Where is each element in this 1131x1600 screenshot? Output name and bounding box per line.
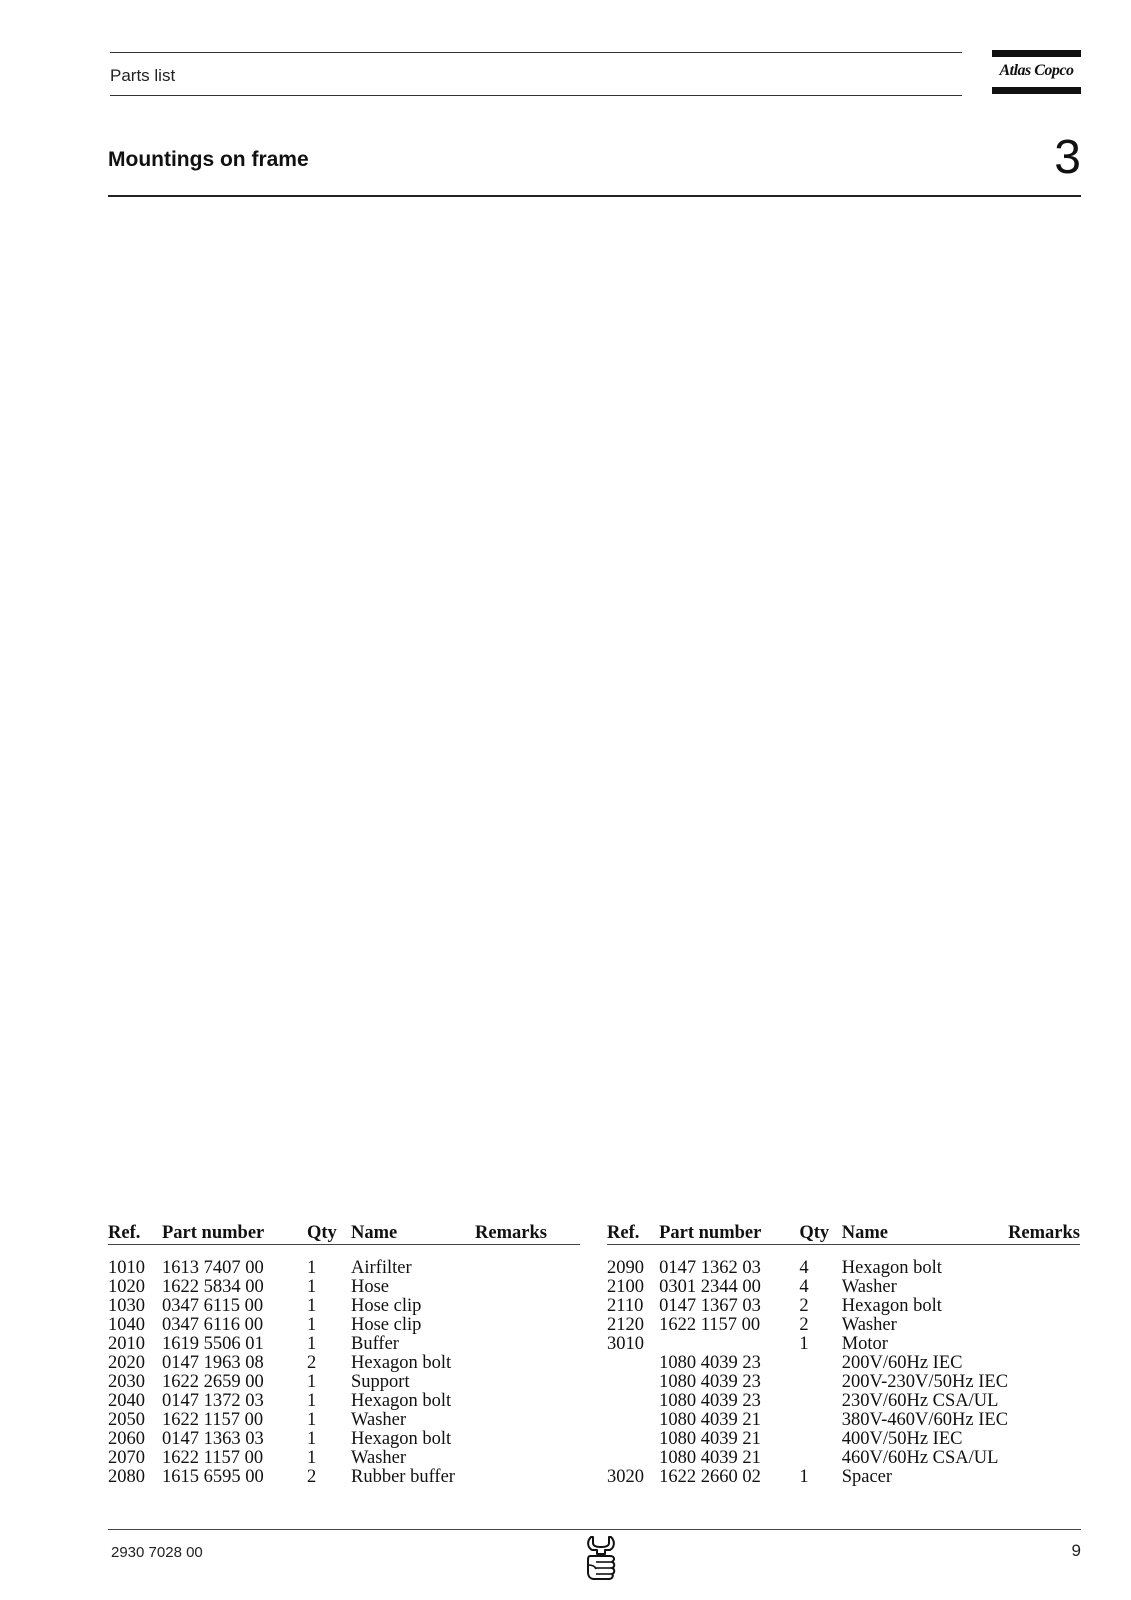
cell-name: Washer <box>841 1315 897 1335</box>
cell-qty <box>799 1354 841 1373</box>
table-body <box>607 1245 1080 1488</box>
column-header-remarks: Remarks <box>475 1223 547 1243</box>
cell-part-number: 1622 2659 00 <box>162 1372 264 1392</box>
column-header-name: Name <box>841 1223 888 1243</box>
cell-ref <box>607 1430 659 1449</box>
cell-ref: 2100 <box>607 1277 644 1297</box>
cell-ref: 2110 <box>607 1296 644 1316</box>
cell-qty <box>799 1411 841 1430</box>
cell-qty: 1 <box>307 1429 317 1449</box>
page-number: 9 <box>1071 1541 1081 1560</box>
column-header-part-number: Part number <box>162 1223 265 1243</box>
section-label: Parts list <box>110 66 176 85</box>
cell-remarks <box>1008 1297 1080 1316</box>
cell-name: Washer <box>841 1277 897 1297</box>
cell-part-number: 1080 4039 23 <box>659 1353 761 1373</box>
cell-part-number: 1080 4039 23 <box>659 1372 761 1392</box>
cell-qty: 1 <box>307 1334 317 1354</box>
cell-part-number: 0147 1367 03 <box>659 1296 761 1316</box>
cell-ref: 1020 <box>108 1277 145 1297</box>
table-row <box>607 1468 1080 1487</box>
cell-name: Washer <box>351 1410 407 1430</box>
logo-bar-top <box>992 50 1081 57</box>
table-row <box>607 1278 1080 1297</box>
cell-qty: 2 <box>307 1467 317 1487</box>
cell-qty: 2 <box>799 1296 809 1316</box>
cell-ref <box>607 1449 659 1468</box>
cell-name: Hose clip <box>351 1296 422 1316</box>
cell-remarks <box>1008 1354 1080 1373</box>
logo-wordmark: Atlas Copco <box>999 62 1074 79</box>
cell-name: Hexagon bolt <box>351 1391 452 1411</box>
cell-name: Motor <box>841 1334 888 1354</box>
table-row <box>108 1335 580 1354</box>
cell-qty <box>799 1430 841 1449</box>
table-row <box>108 1449 580 1468</box>
column-header-qty: Qty <box>799 1223 830 1243</box>
cell-ref: 3010 <box>607 1334 644 1354</box>
cell-ref <box>607 1373 659 1392</box>
cell-part-number: 1619 5506 01 <box>162 1334 264 1354</box>
table-row <box>607 1449 1080 1468</box>
cell-remarks <box>475 1430 580 1449</box>
table-row <box>607 1316 1080 1335</box>
cell-remarks <box>475 1278 580 1297</box>
table-row <box>607 1335 1080 1354</box>
cell-remarks <box>1008 1335 1080 1354</box>
cell-name: 400V/50Hz IEC <box>841 1429 963 1449</box>
table-row <box>108 1411 580 1430</box>
cell-qty <box>799 1392 841 1411</box>
cell-part-number: 1080 4039 21 <box>659 1448 761 1468</box>
cell-ref <box>607 1392 659 1411</box>
cell-ref <box>607 1411 659 1430</box>
title-rule <box>108 195 1081 197</box>
cell-remarks <box>1008 1373 1080 1392</box>
cell-part-number: 1080 4039 23 <box>659 1391 761 1411</box>
service-hand-wrench-icon-graphic <box>583 1535 619 1581</box>
cell-qty: 1 <box>799 1467 809 1487</box>
cell-part-number <box>659 1335 799 1354</box>
cell-name: Buffer <box>351 1334 399 1354</box>
logo-bar-bottom <box>992 87 1081 94</box>
cell-name: 380V-460V/60Hz IEC <box>841 1410 1009 1430</box>
cell-remarks <box>1008 1316 1080 1335</box>
column-header-remarks: Remarks <box>1008 1223 1080 1243</box>
cell-qty: 4 <box>799 1277 809 1297</box>
cell-remarks <box>475 1297 580 1316</box>
table-row <box>108 1259 580 1278</box>
cell-part-number: 0147 1372 03 <box>162 1391 264 1411</box>
cell-name: Spacer <box>841 1467 893 1487</box>
cell-part-number: 0347 6115 00 <box>162 1296 264 1316</box>
footer-rule <box>108 1529 1081 1530</box>
cell-ref: 2060 <box>108 1429 145 1449</box>
header-top-rule <box>110 52 962 53</box>
cell-name: 230V/60Hz CSA/UL <box>841 1391 999 1411</box>
cell-ref: 1030 <box>108 1296 145 1316</box>
table-spacer <box>108 1245 580 1260</box>
cell-remarks <box>1008 1278 1080 1297</box>
cell-part-number: 0301 2344 00 <box>659 1277 761 1297</box>
cell-remarks <box>475 1411 580 1430</box>
cell-remarks <box>475 1354 580 1373</box>
cell-ref: 2050 <box>108 1410 145 1430</box>
table-header-row <box>607 1220 1080 1245</box>
cell-ref: 2070 <box>108 1448 145 1468</box>
table-row <box>607 1297 1080 1316</box>
brand-logo <box>992 50 1081 94</box>
cell-remarks <box>475 1449 580 1468</box>
cell-part-number: 1080 4039 21 <box>659 1429 761 1449</box>
cell-name: Support <box>351 1372 410 1392</box>
cell-qty <box>799 1449 841 1468</box>
column-header-part-number: Part number <box>659 1223 762 1243</box>
service-hand-wrench-icon <box>583 1535 619 1581</box>
cell-name: 460V/60Hz CSA/UL <box>841 1448 999 1468</box>
cell-qty: 2 <box>307 1353 317 1373</box>
cell-ref: 1010 <box>108 1258 145 1278</box>
cell-name: Airfilter <box>351 1258 412 1278</box>
cell-name: 200V/60Hz IEC <box>841 1353 963 1373</box>
cell-name: Hexagon bolt <box>841 1258 942 1278</box>
table-row <box>607 1373 1080 1392</box>
cell-part-number: 1622 5834 00 <box>162 1277 264 1297</box>
cell-part-number: 1622 2660 02 <box>659 1467 761 1487</box>
table-row <box>607 1259 1080 1278</box>
cell-part-number: 1080 4039 21 <box>659 1410 761 1430</box>
cell-part-number: 1622 1157 00 <box>162 1410 264 1430</box>
cell-part-number: 0147 1963 08 <box>162 1353 264 1373</box>
cell-qty: 1 <box>307 1277 317 1297</box>
cell-qty: 1 <box>307 1391 317 1411</box>
cell-part-number: 1615 6595 00 <box>162 1467 264 1487</box>
cell-qty <box>799 1373 841 1392</box>
cell-remarks <box>475 1373 580 1392</box>
table-row <box>108 1354 580 1373</box>
document-number: 2930 7028 00 <box>111 1544 203 1561</box>
cell-name: Hose <box>351 1277 390 1297</box>
cell-qty: 1 <box>799 1334 809 1354</box>
table-row <box>108 1392 580 1411</box>
cell-remarks <box>1008 1392 1080 1411</box>
cell-name: Washer <box>351 1448 407 1468</box>
table-body <box>108 1245 580 1488</box>
cell-name: Hose clip <box>351 1315 422 1335</box>
cell-name: Rubber buffer <box>351 1467 455 1487</box>
cell-remarks <box>1008 1449 1080 1468</box>
cell-remarks <box>1008 1411 1080 1430</box>
cell-ref: 2080 <box>108 1467 145 1487</box>
cell-ref: 2020 <box>108 1353 145 1373</box>
table-row <box>108 1373 580 1392</box>
table-row <box>607 1430 1080 1449</box>
cell-qty: 2 <box>799 1315 809 1335</box>
table-row <box>108 1468 580 1487</box>
cell-remarks <box>1008 1259 1080 1278</box>
parts-table-left <box>108 1220 580 1487</box>
table-spacer <box>607 1245 1080 1260</box>
table-row <box>607 1354 1080 1373</box>
cell-remarks <box>475 1259 580 1278</box>
cell-remarks <box>475 1392 580 1411</box>
table-header-row <box>108 1220 580 1245</box>
column-header-ref: Ref. <box>108 1223 141 1243</box>
cell-name: Hexagon bolt <box>841 1296 942 1316</box>
cell-qty: 1 <box>307 1315 317 1335</box>
chapter-number: 3 <box>1054 131 1081 184</box>
cell-ref: 3020 <box>607 1467 644 1487</box>
cell-qty: 1 <box>307 1372 317 1392</box>
cell-part-number: 0147 1363 03 <box>162 1429 264 1449</box>
table-row <box>607 1411 1080 1430</box>
cell-qty: 1 <box>307 1448 317 1468</box>
cell-part-number: 0347 6116 00 <box>162 1315 264 1335</box>
cell-remarks <box>475 1316 580 1335</box>
cell-ref: 2040 <box>108 1391 145 1411</box>
cell-part-number: 1622 1157 00 <box>162 1448 264 1468</box>
column-header-name: Name <box>351 1223 398 1243</box>
cell-name: 200V-230V/50Hz IEC <box>841 1372 1009 1392</box>
column-header-qty: Qty <box>307 1223 337 1243</box>
cell-qty: 1 <box>307 1258 317 1278</box>
header-bottom-rule <box>110 95 962 96</box>
cell-ref: 2030 <box>108 1372 145 1392</box>
parts-table-right <box>607 1220 1080 1487</box>
cell-qty: 1 <box>307 1296 317 1316</box>
cell-name: Hexagon bolt <box>351 1353 452 1373</box>
cell-remarks <box>1008 1468 1080 1487</box>
cell-ref: 2010 <box>108 1334 145 1354</box>
cell-ref: 2090 <box>607 1258 644 1278</box>
cell-remarks <box>1008 1430 1080 1449</box>
cell-ref <box>607 1354 659 1373</box>
cell-part-number: 1613 7407 00 <box>162 1258 264 1278</box>
table-row <box>108 1316 580 1335</box>
cell-ref: 2120 <box>607 1315 644 1335</box>
cell-remarks <box>475 1468 580 1487</box>
table-row <box>108 1297 580 1316</box>
cell-ref: 1040 <box>108 1315 145 1335</box>
cell-name: Hexagon bolt <box>351 1429 452 1449</box>
table-row <box>108 1430 580 1449</box>
page-title: Mountings on frame <box>108 148 309 171</box>
column-header-ref: Ref. <box>607 1223 640 1243</box>
cell-remarks <box>475 1335 580 1354</box>
table-row <box>607 1392 1080 1411</box>
cell-qty: 1 <box>307 1410 317 1430</box>
cell-part-number: 1622 1157 00 <box>659 1315 761 1335</box>
table-row <box>108 1278 580 1297</box>
cell-qty: 4 <box>799 1258 809 1278</box>
cell-part-number: 0147 1362 03 <box>659 1258 761 1278</box>
